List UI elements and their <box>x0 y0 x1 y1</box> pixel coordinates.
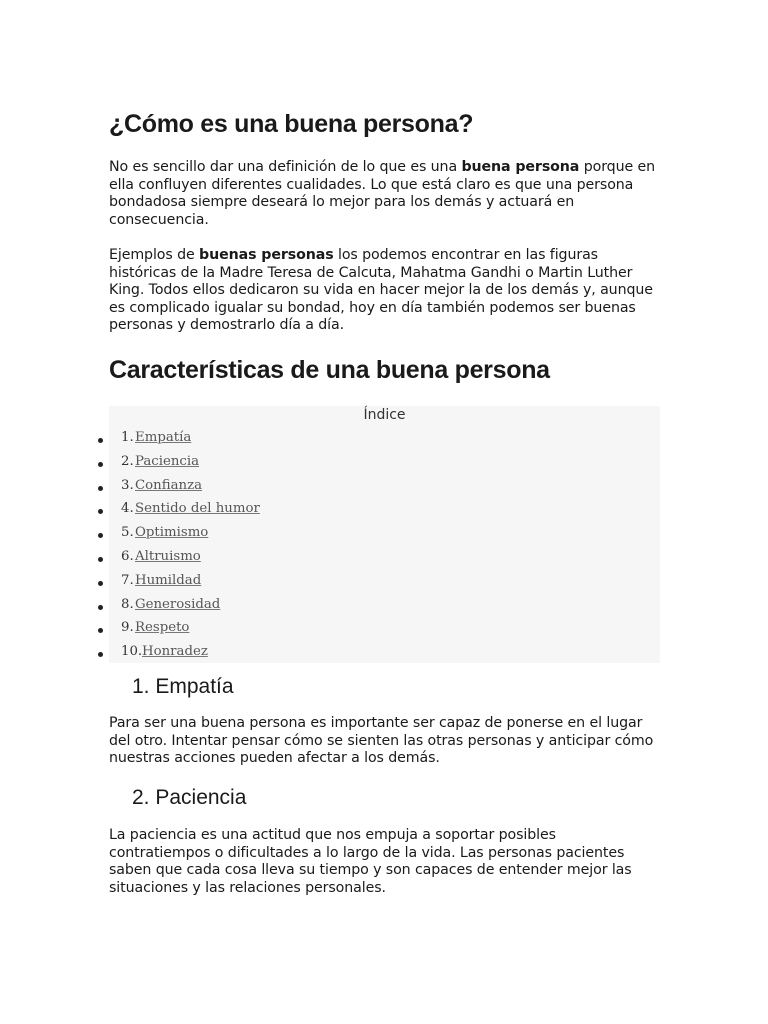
section-text-paciencia: La paciencia es una actitud que nos empuja a soportar posibles contratiempos o dificultades a lo largo de la vida. Las personas pacientes saben que cada cosa lleva su tiempo y son capaces de entender mejor las situaciones y las relaciones personales. <box>109 827 632 896</box>
bullet-icon <box>98 462 103 467</box>
bullet-icon <box>98 652 103 657</box>
toc-item-number: 8. <box>121 596 134 612</box>
toc-link[interactable]: Altruismo <box>135 549 201 564</box>
examples-bold-term: buenas personas <box>199 247 334 263</box>
toc-link[interactable]: Sentido del humor <box>135 501 260 517</box>
section-title-empatia: 1. Empatía <box>132 675 234 698</box>
toc-item-number: 6. <box>121 549 134 564</box>
toc-link[interactable]: Empatía <box>135 430 192 445</box>
toc-item-number: 4. <box>121 501 134 517</box>
toc-link[interactable]: Honradez <box>142 644 208 660</box>
bullet-icon <box>98 557 103 562</box>
intro-text-end: porque en ella confluyen diferentes cualidades. Lo que está claro es que una persona bondadosa siempre deseará lo mejor para los demás y actuará en consecuencia. <box>109 159 656 228</box>
bullet-icon <box>98 628 103 633</box>
bullet-icon <box>98 533 103 538</box>
examples-paragraph <box>109 247 657 335</box>
toc-item-number: 2. <box>121 453 134 469</box>
toc-link[interactable]: Paciencia <box>135 453 200 469</box>
section-heading-characteristics: Características de una buena persona <box>109 356 550 384</box>
bullet-icon <box>98 438 103 443</box>
toc-item-number: 3. <box>121 477 134 493</box>
toc-link[interactable]: Respeto <box>135 620 190 636</box>
toc-link[interactable]: Confianza <box>135 477 203 493</box>
toc-item-number: 5. <box>121 525 134 541</box>
toc-title: Índice <box>363 407 406 423</box>
toc-link[interactable]: Generosidad <box>135 596 221 612</box>
toc-item-number: 10. <box>121 644 143 660</box>
section-text-empatia: Para ser una buena persona es importante ser capaz de ponerse en el lugar del otro. Intentar pensar cómo se sienten las otras personas y anticipar cómo nuestras acciones pueden afectar a los demás. <box>109 715 654 767</box>
bullet-icon <box>98 581 103 586</box>
bullet-icon <box>98 486 103 491</box>
toc-item-number: 7. <box>121 572 134 588</box>
examples-text-start: Ejemplos de <box>109 247 200 263</box>
toc-link[interactable]: Optimismo <box>135 525 209 541</box>
page-title: ¿Cómo es una buena persona? <box>109 110 474 138</box>
toc-link[interactable]: Humildad <box>135 572 202 588</box>
toc-item-number: 1. <box>121 430 134 445</box>
toc-item-number: 9. <box>121 620 134 636</box>
intro-text-start: No es sencillo dar una definición de lo que es una <box>109 159 462 175</box>
intro-paragraph <box>109 159 657 229</box>
section-title-paciencia: 2. Paciencia <box>132 786 247 809</box>
bullet-icon <box>98 605 103 610</box>
bullet-icon <box>98 509 103 514</box>
examples-text-end: los podemos encontrar en las figuras históricas de la Madre Teresa de Calcuta, Mahatma Gandhi o Martin Luther King. Todos ellos dedicaron su vida en hacer mejor la de los demás y, aunque es complicado igualar su bondad, hoy en día también podemos ser buenas personas y demostrarlo día a día. <box>109 247 653 334</box>
intro-bold-term: buena persona <box>461 159 580 175</box>
